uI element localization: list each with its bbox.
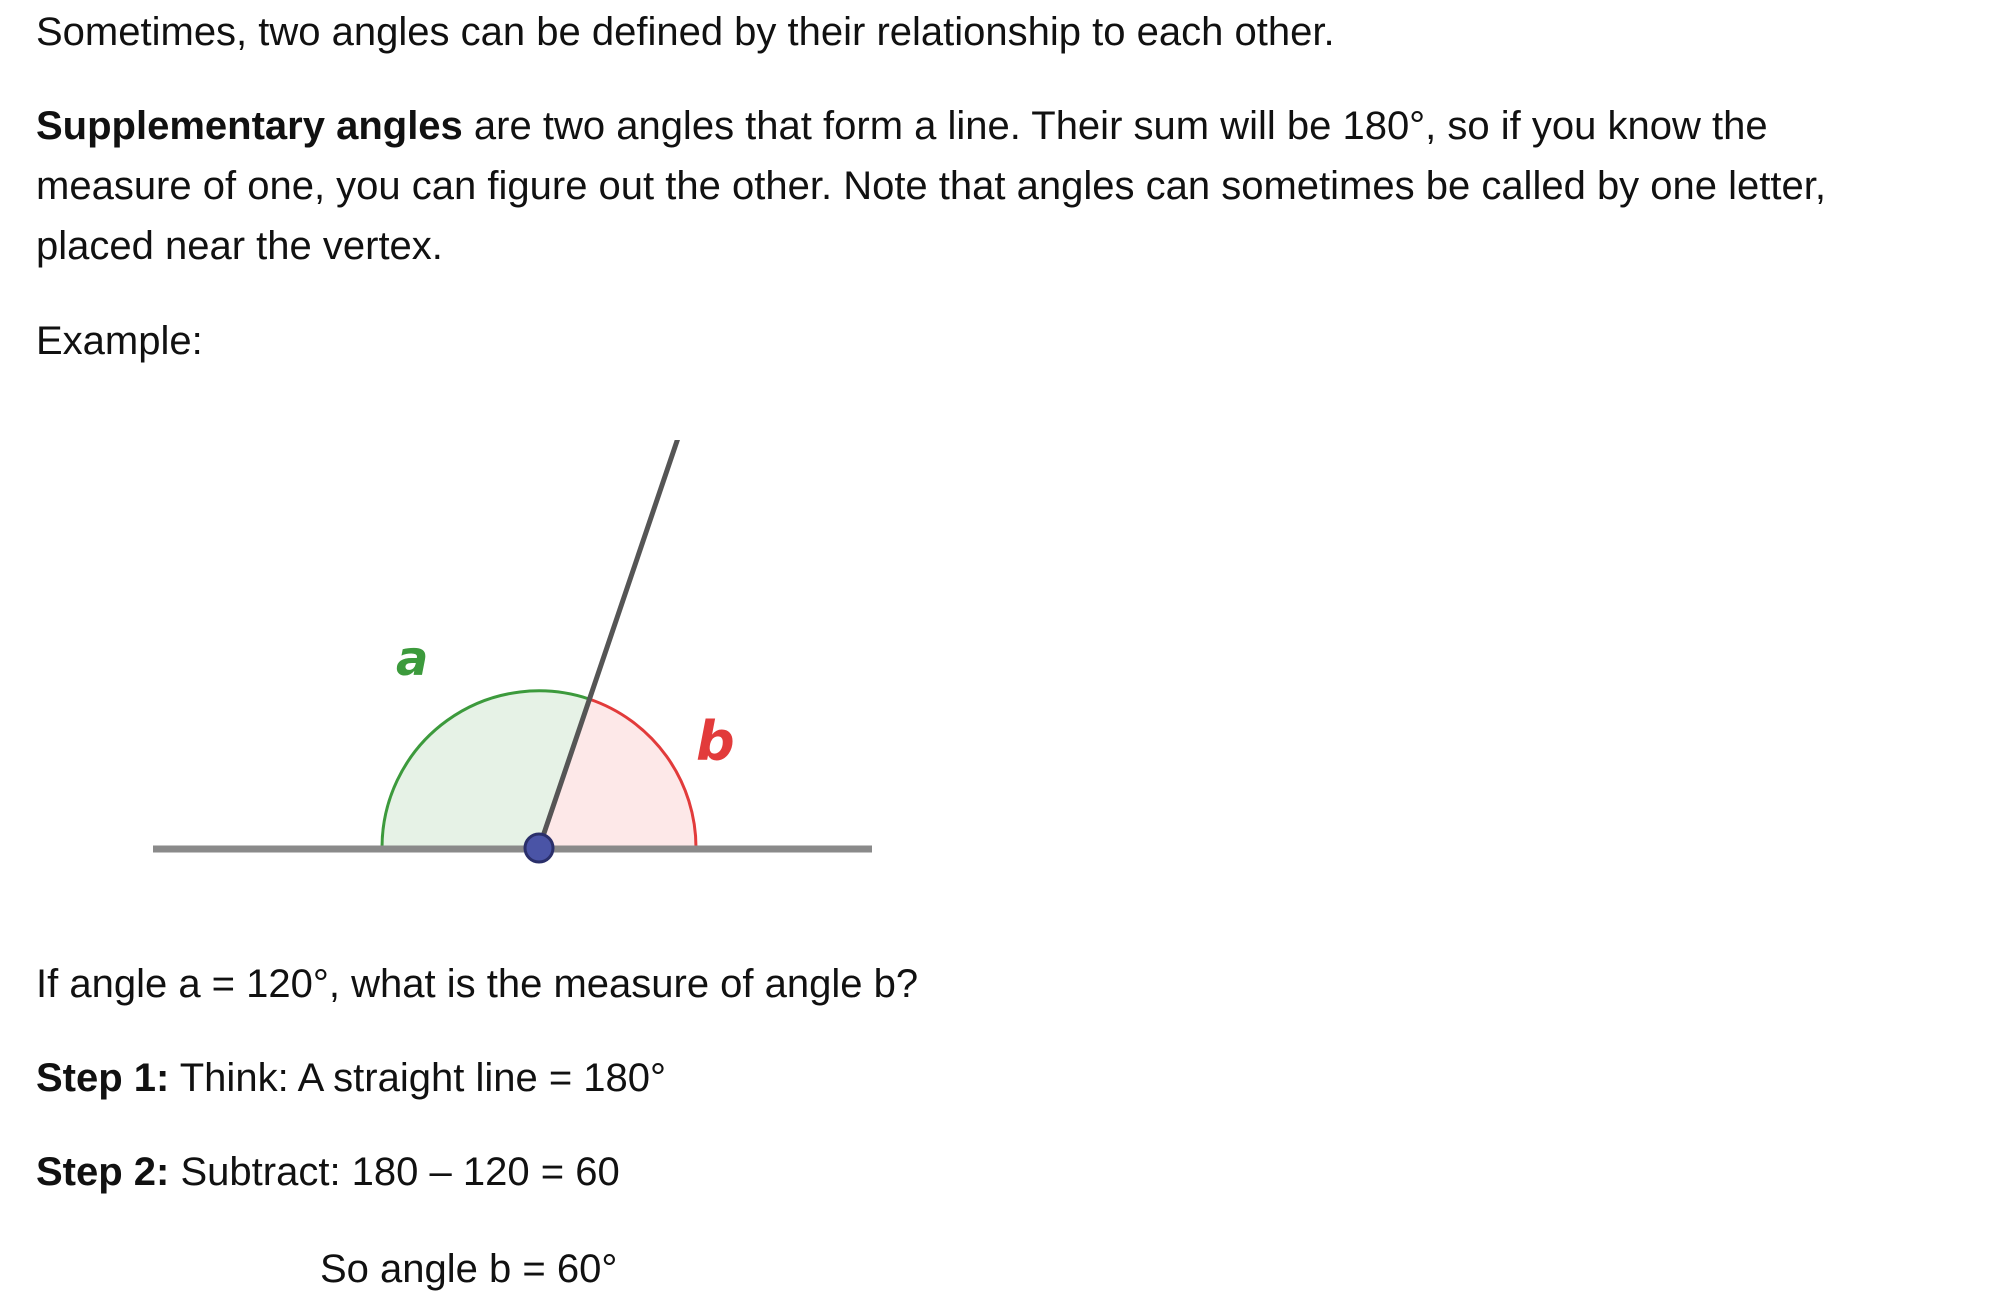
definition-paragraph — [36, 96, 1976, 276]
question-text: If angle a = 120°, what is the measure of angle b? — [36, 962, 919, 1006]
vertex-point — [525, 834, 553, 862]
angle-b-label: b — [696, 710, 735, 773]
intro-text: Sometimes, two angles can be defined by their relationship to each other. — [36, 10, 1335, 54]
step-1-text: Think: A straight line = 180° — [169, 1056, 667, 1100]
step-2-text: Subtract: 180 – 120 = 60 — [169, 1150, 620, 1194]
definition-text-line1: are two angles that form a line. Their sum will be 180°, so if you know the — [462, 104, 1768, 148]
example-label: Example: — [36, 319, 203, 363]
step-1 — [36, 1048, 1976, 1108]
document-page — [36, 0, 1976, 1313]
answer-text: So angle b = 60° — [320, 1247, 618, 1291]
step-2-label: Step 2: — [36, 1150, 170, 1194]
angle-diagram — [36, 440, 916, 880]
definition-text-line3: placed near the vertex. — [36, 224, 443, 268]
definition-term: Supplementary angles — [36, 104, 463, 148]
step-2 — [36, 1142, 1976, 1202]
angle-a-label: a — [396, 631, 429, 687]
definition-text-line2: measure of one, you can figure out the other. Note that angles can sometimes be called by one letter, — [36, 164, 1826, 208]
step-1-label: Step 1: — [36, 1056, 170, 1100]
supplementary-angles-figure — [36, 440, 916, 880]
